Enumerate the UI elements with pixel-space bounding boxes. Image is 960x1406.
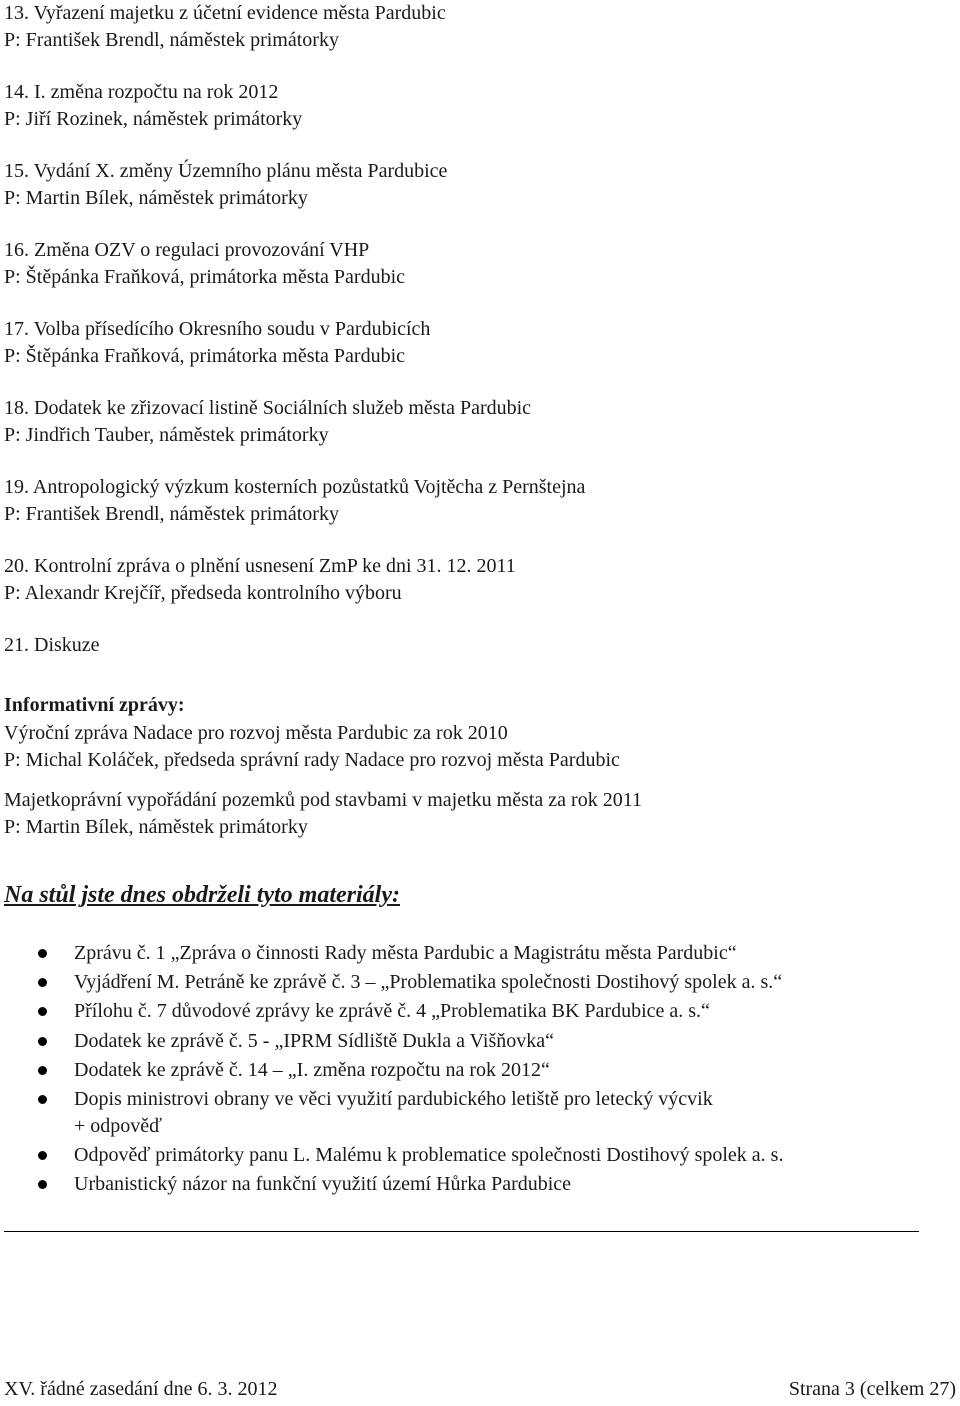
bullet-icon [38, 1180, 47, 1189]
info-entry-presenter: P: Martin Bílek, náměstek primátorky [4, 816, 308, 838]
section-divider [4, 1231, 919, 1232]
agenda-item-title: 20. Kontrolní zpráva o plnění usnesení ZmP ke dni 31. 12. 2011 [4, 555, 516, 577]
footer-meeting-info: XV. řádné zasedání dne 6. 3. 2012 [4, 1378, 278, 1400]
agenda-item [4, 553, 944, 607]
info-entry [4, 787, 944, 841]
agenda-item [4, 237, 944, 291]
agenda-item-title: 14. I. změna rozpočtu na rok 2012 [4, 81, 279, 103]
agenda-item-presenter: P: Štěpánka Fraňková, primátorka města Pardubic [4, 345, 406, 367]
info-entry-title: Majetkoprávní vypořádání pozemků pod stavbami v majetku města za rok 2011 [4, 789, 642, 811]
agenda-item [4, 395, 944, 449]
agenda-item-title: 15. Vydání X. změny Územního plánu města Pardubice [4, 160, 448, 182]
agenda-item-presenter: P: Alexandr Krejčíř, předseda kontrolního výboru [4, 582, 402, 604]
bullet-icon [38, 978, 47, 987]
info-entry [4, 720, 944, 774]
agenda-item-title: 18. Dodatek ke zřizovací listině Sociálních služeb města Pardubic [4, 397, 532, 419]
agenda-item-presenter: P: František Brendl, náměstek primátorky [4, 29, 339, 51]
agenda-item-title: 19. Antropologický výzkum kosterních pozůstatků Vojtěcha z Pernštejna [4, 476, 586, 498]
agenda-item [4, 632, 944, 659]
bullet-icon [38, 1007, 47, 1016]
agenda-item-title: 17. Volba přísedícího Okresního soudu v Pardubicích [4, 318, 431, 340]
agenda-item [4, 0, 944, 54]
footer-page-number: Strana 3 (celkem 27) [788, 1378, 956, 1400]
list-item-text: Dodatek ke zprávě č. 5 - „IPRM Sídliště Dukla a Višňovka“ [74, 1029, 554, 1052]
agenda-item-title: 13. Vyřazení majetku z účetní evidence města Pardubic [4, 2, 446, 24]
agenda-list [4, 0, 944, 684]
list-item [38, 1086, 918, 1140]
list-item [38, 940, 918, 967]
list-item [38, 969, 918, 996]
list-item [38, 1171, 918, 1198]
list-item-text: Odpověď primátorky panu L. Malému k problematice společnosti Dostihový spolek a. s. [74, 1144, 784, 1167]
list-item-text: Dodatek ke zprávě č. 14 – „I. změna rozpočtu na rok 2012“ [74, 1058, 550, 1081]
agenda-item-presenter: P: František Brendl, náměstek primátorky [4, 503, 339, 525]
list-item-text: Urbanistický názor na funkční využití území Hůrka Pardubice [74, 1173, 572, 1196]
agenda-item-title: 16. Změna OZV o regulaci provozování VHP [4, 239, 370, 261]
list-item-text-continuation: + odpověď [74, 1114, 163, 1137]
list-item-text: Zprávu č. 1 „Zpráva o činnosti Rady města Pardubic a Magistrátu města Pardubic“ [74, 942, 737, 964]
list-item-text: Přílohu č. 7 důvodové zprávy ke zprávě č. 4 „Problematika BK Pardubice a. s.“ [74, 1000, 710, 1023]
bullet-icon [38, 1037, 47, 1046]
info-entry-presenter: P: Michal Koláček, předseda správní rady Nadace pro rozvoj města Pardubic [4, 749, 620, 771]
bullet-icon [38, 949, 47, 958]
agenda-item-presenter: P: Martin Bílek, náměstek primátorky [4, 187, 308, 209]
list-item [38, 998, 918, 1025]
list-item [38, 1142, 918, 1169]
list-item-text: Dopis ministrovi obrany ve věci využití pardubického letiště pro letecký výcvik [74, 1087, 713, 1110]
materials-list [38, 940, 918, 1201]
agenda-item [4, 158, 944, 212]
informative-reports-heading: Informativní zprávy: [4, 694, 185, 716]
agenda-item-presenter: P: Jindřich Tauber, náměstek primátorky [4, 424, 329, 446]
list-item [38, 1028, 918, 1055]
bullet-icon [38, 1066, 47, 1075]
agenda-item-presenter: P: Štěpánka Fraňková, primátorka města Pardubic [4, 266, 406, 288]
bullet-icon [38, 1151, 47, 1160]
agenda-item-title: 21. Diskuze [4, 634, 100, 656]
info-entry-title: Výroční zpráva Nadace pro rozvoj města Pardubic za rok 2010 [4, 722, 508, 744]
list-item [38, 1057, 918, 1084]
agenda-item [4, 474, 944, 528]
agenda-item [4, 316, 944, 370]
list-item-text: Vyjádření M. Petráně ke zprávě č. 3 – „Problematika společnosti Dostihový spolek a. s.“ [74, 971, 783, 994]
informative-reports [4, 690, 944, 854]
agenda-item [4, 79, 944, 133]
agenda-item-presenter: P: Jiří Rozinek, náměstek primátorky [4, 108, 303, 130]
materials-heading: Na stůl jste dnes obdrželi tyto materiály: [4, 882, 400, 908]
bullet-icon [38, 1095, 47, 1104]
